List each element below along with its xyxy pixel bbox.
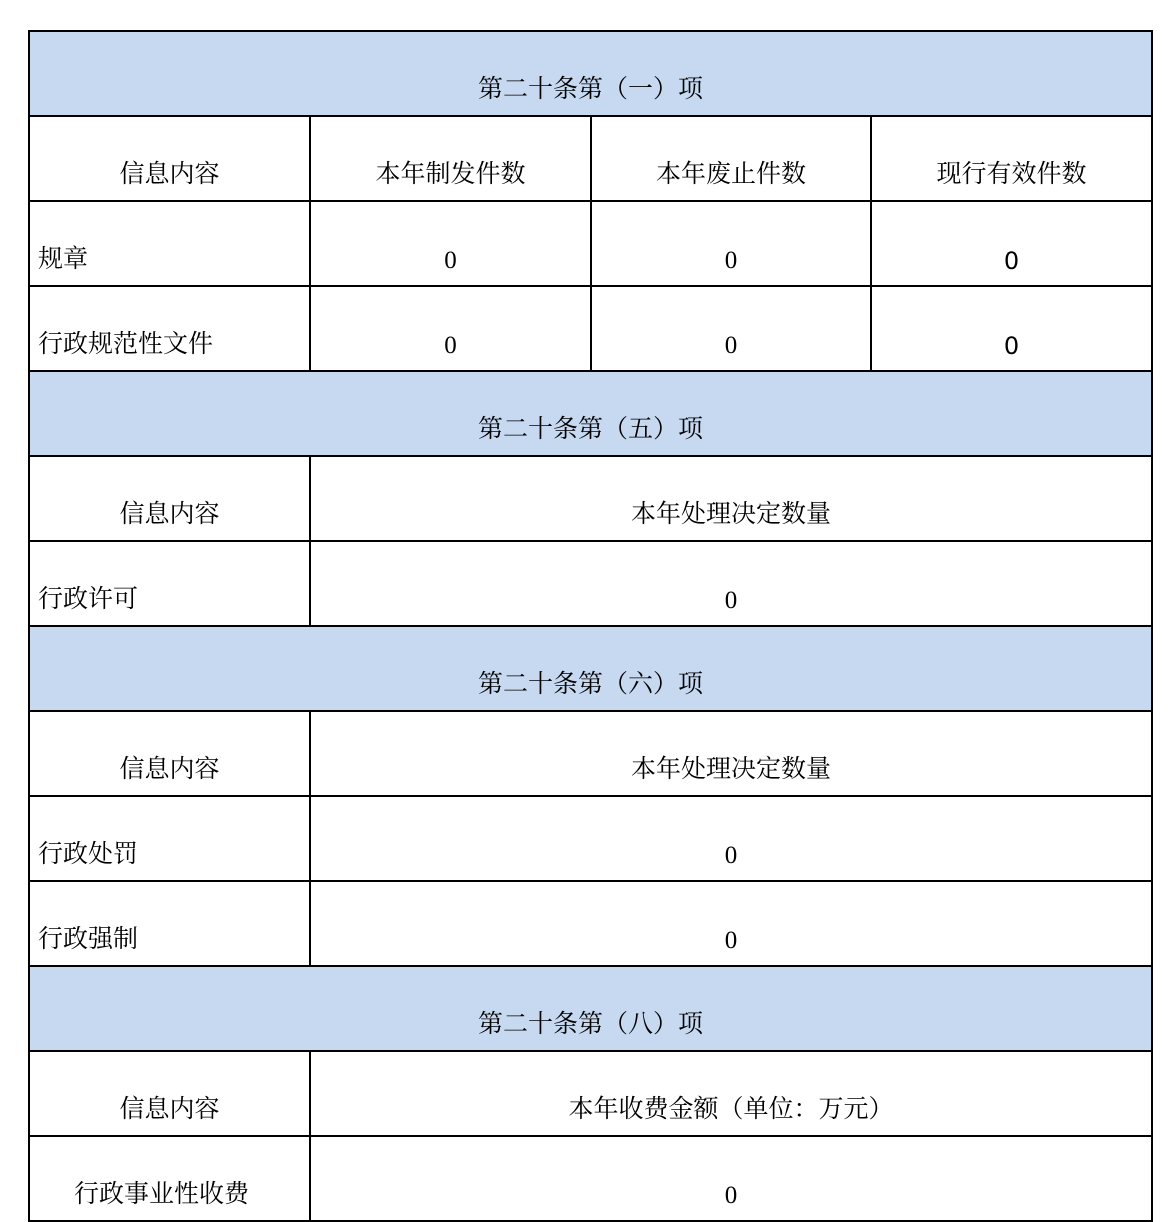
column-header-info-content: 信息内容: [29, 456, 310, 541]
section-4-column-header-row: [29, 1051, 1152, 1136]
row-label-administrative-fees: 行政事业性收费: [29, 1136, 310, 1221]
row-label-rules: 规章: [29, 201, 310, 286]
table-row: [29, 796, 1152, 881]
column-header-repealed-count: 本年废止件数: [591, 116, 871, 201]
row-label-administrative-license: 行政许可: [29, 541, 310, 626]
section-2-column-header-row: [29, 456, 1152, 541]
section-2-title: 第二十条第（五）项: [29, 371, 1152, 456]
decision-count-value: 0: [310, 541, 1152, 626]
row-label-administrative-penalty: 行政处罚: [29, 796, 310, 881]
column-header-issued-count: 本年制发件数: [310, 116, 591, 201]
section-2-header-row: [29, 371, 1152, 456]
column-header-fee-amount: 本年收费金额（单位：万元）: [310, 1051, 1152, 1136]
table-row: [29, 881, 1152, 966]
column-header-info-content: 信息内容: [29, 711, 310, 796]
decision-count-value: 0: [310, 881, 1152, 966]
table-row: [29, 1136, 1152, 1221]
section-3-header-row: [29, 626, 1152, 711]
repealed-count-value: 0: [591, 201, 871, 286]
table-row: [29, 201, 1152, 286]
valid-count-value: 0: [871, 201, 1152, 286]
section-1-column-header-row: [29, 116, 1152, 201]
disclosure-table: [28, 30, 1153, 1222]
section-1-header-row: [29, 31, 1152, 116]
row-label-administrative-enforcement: 行政强制: [29, 881, 310, 966]
row-label-normative-documents: 行政规范性文件: [29, 286, 310, 371]
table-row: [29, 541, 1152, 626]
column-header-info-content: 信息内容: [29, 1051, 310, 1136]
issued-count-value: 0: [310, 201, 591, 286]
section-4-title: 第二十条第（八）项: [29, 966, 1152, 1051]
table-row: [29, 286, 1152, 371]
section-4-header-row: [29, 966, 1152, 1051]
decision-count-value: 0: [310, 796, 1152, 881]
valid-count-value: 0: [871, 286, 1152, 371]
section-1-title: 第二十条第（一）项: [29, 31, 1152, 116]
section-3-title: 第二十条第（六）项: [29, 626, 1152, 711]
issued-count-value: 0: [310, 286, 591, 371]
column-header-info-content: 信息内容: [29, 116, 310, 201]
fee-amount-value: 0: [310, 1136, 1152, 1221]
column-header-decision-count: 本年处理决定数量: [310, 456, 1152, 541]
repealed-count-value: 0: [591, 286, 871, 371]
column-header-decision-count: 本年处理决定数量: [310, 711, 1152, 796]
section-3-column-header-row: [29, 711, 1152, 796]
column-header-valid-count: 现行有效件数: [871, 116, 1152, 201]
